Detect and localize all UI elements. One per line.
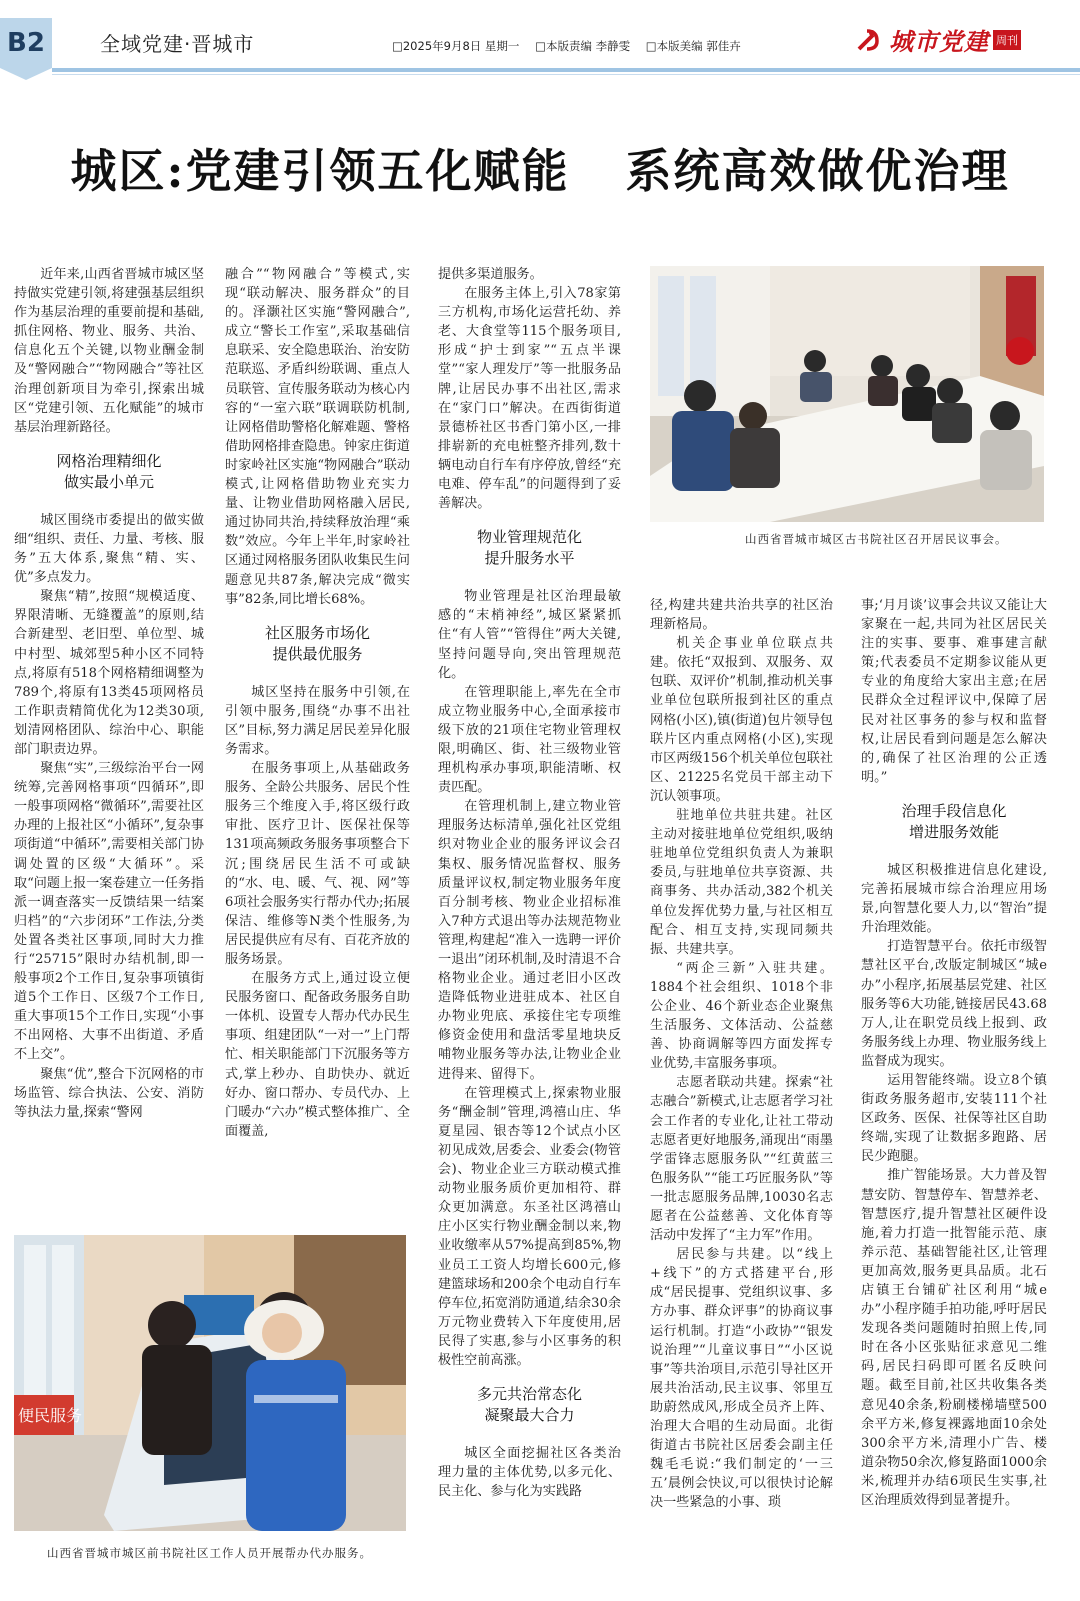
paragraph: 在管理职能上,率先在全市成立物业服务中心,全面承接市级下放的21项住宅物业管理权限,明确区、街、社三级物业管理机构承办事项,职能清晰、权责匹配。 — [438, 684, 621, 796]
paragraph: 在管理机制上,建立物业管理服务达标清单,强化社区党组织对物业企业的服务评议会召集权、服务情况监督权、服务质量评议权,制定物业服务年度百分制考核、物业企业招标准入7种方式退出等办法规范物业管理,构建起“准入一选聘一评价一退出”闭环机制,及时清退不合格物业企业。通过老旧小区改造降低物业进驻成本、社区自办物业兜底、承接住宅专项维修资金使用和盘活零星地块反哺物业服务等办法,让物业企业进得来、留得下。 — [438, 799, 621, 1082]
article-column-3 — [438, 265, 621, 1591]
issue-meta — [392, 38, 753, 54]
header-rule-thin — [52, 74, 1080, 75]
paragraph: 机关企事业单位联点共建。依托“双报到、双服务、双包联、双评价”机制,推动机关事业单位包联所报到社区的重点网格(小区),镇(街道)包片领导包联片区内重点网格(小区),实现市区两级156个机关单位包联社区、21225名党员干部主动下沉认领事项。 — [650, 636, 833, 804]
subheading: 网格治理精细化 做实最小单元 — [56, 451, 162, 491]
paragraph: 聚焦“优”,整合下沉网格的市场监管、综合执法、公安、消防等执法力量,探索“警网 — [14, 1066, 204, 1120]
paragraph: 聚焦“精”,按照“规模适度、界限清晰、无缝覆盖”的原则,结合新建型、老旧型、单位型、城中村型、城郊型5种小区不同特点,将原有518个网格精细调整为789个,将原有13类45项网格员工作职责精简优化为12类30项,划清网格团队、综治中心、职能部门职责边界。 — [14, 589, 204, 757]
paragraph: 志愿者联动共建。探索“社志融合”新模式,让志愿者学习社会工作者的专业化,让社工带动志愿者更好地服务,涌现出“雨墨学雷锋志愿服务队”“红黄蓝三色服务队”“能工巧匠服务队”等一批志愿服务品牌,10030名志愿者在公益慈善、文化体育等活动中发挥了“主力军”作用。 — [650, 1075, 833, 1244]
article-column-5 — [861, 596, 1047, 1591]
paragraph: 在管理模式上,探索物业服务“酬金制”管理,鸿禧山庄、华夏星园、银杏等12个试点小区初见成效,居委会、业委会(物管会)、物业企业三方联动模式推动物业服务质价更加相符、群众更加满意。东圣社区鸿禧山庄小区实行物业酬金制以来,物业收缴率从57%提高到85%,物业员工工资人均增长600元,修建篮球场和200余个电动自行车停车位,拓宽消防通道,结余30余万元物业费转入下年度使用,居民得了实惠,参与小区事务的积极性空前高涨。 — [438, 1085, 621, 1368]
article-column-1 — [14, 265, 204, 1210]
headline — [0, 135, 1080, 201]
subheading: 多元共治常态化 凝聚最大合力 — [476, 1385, 582, 1425]
paragraph: 居民参与共建。以“线上+线下”的方式搭建平台,形成“居民提事、党组织议事、多方办事、群众评事”的协商议事运行机制。打造“小政协”“银发说治理”“儿童议事日”“小区说事”等共治项目,示范引导社区开展共治活动,民主议事、邻里互助蔚然成风,形成全员齐上阵、治理大合唱的生动局面。北街街道古书院社区居委会副主任魏毛毛说:“我们制定的‘一三五’晨例会快议,可以很快讨论解决一些紧急的小事、琐 — [650, 1247, 833, 1511]
paragraph: “两企三新”入驻共建。1884个社会组织、1018个非公企业、46个新业态企业聚焦生活服务、文体活动、公益慈善、协商调解等四方面发挥专业优势,丰富服务事项。 — [650, 960, 833, 1072]
paragraph: 在服务主体上,引入78家第三方机构,市场化运营托幼、养老、大食堂等115个服务项目,形成“护士到家”“五点半课堂”“家人理发厅”等一批服务品牌,让居民办事不出社区,需求在“家门口”解决。在西街街道景德桥社区书香门第小区,一排排崭新的充电桩整齐排列,数十辆电动自行车有序停放,曾经“充电难、停车乱”的问题得到了妥善解决。 — [438, 286, 621, 512]
headline-part1: 城区:党建引领五化赋能 — [70, 144, 570, 198]
article-column-2 — [225, 265, 410, 1210]
issue-designer: □本版美编 郭佳卉 — [645, 39, 741, 53]
brand-name: 城市党建 — [889, 27, 989, 56]
service-kiosk-photo — [14, 1235, 406, 1531]
issue-date: □2025年9月8日 星期一 — [392, 39, 520, 53]
paragraph: 城区坚持在服务中引领,在引领中服务,围绕“办事不出社区”目标,努力满足居民差异化服务需求。 — [225, 684, 410, 757]
subheading: 治理手段信息化 增进服务效能 — [901, 801, 1007, 841]
article-column-4 — [650, 596, 833, 1591]
section-title: 全域党建·晋城市 — [100, 32, 255, 56]
paragraph: 城区围绕市委提出的做实做细“组织、责任、力量、考核、服务”五大体系,聚焦“精、实、优”多点发力。 — [14, 512, 204, 586]
brand-tag: 周刊 — [993, 30, 1021, 50]
paragraph: 事;‘月月谈’议事会共议又能让大家聚在一起,共同为社区居民关注的实事、要事、难事建言献策;代表委员不定期参议能从更专业的角度给大家出主意;在居民群众全过程评议中,保障了居民对社区事务的参与权和监督权,让居民看到问题是怎么解决的,确保了社区治理的公正透明。” — [861, 598, 1047, 785]
subheading: 社区服务市场化 提供最优服务 — [264, 623, 370, 663]
paragraph: 物业管理是社区治理最敏感的“末梢神经”,城区紧紧抓住“有人管”“管得住”两大关键,坚持问题导向,突出管理规范化。 — [438, 589, 621, 681]
paragraph: 城区全面挖掘社区各类治理力量的主体优势,以多元化、民主化、参与化为实践路 — [438, 1446, 621, 1500]
paragraph: 打造智慧平台。依托市级智慧社区平台,改版定制城区“城e办”小程序,拓展基层党建、社区服务等6大功能,链接居民43.68万人,让在职党员线上报到、政务服务线上办理、物业服务线上监督成为现实。 — [861, 939, 1047, 1069]
service-sign-text: 便民服务 — [18, 1406, 83, 1425]
photo-caption: 山西省晋城市城区古书院社区召开居民议事会。 — [745, 532, 1008, 546]
paragraph: 驻地单位共驻共建。社区主动对接驻地单位党组织,吸纳驻地单位党组织负责人为兼职委员,与驻地单位共享资源、共商事务、共办活动,382个机关单位发挥优势力量,与社区相互配合、相互支持,实现同频共振、共建共享。 — [650, 808, 833, 957]
paragraph: 融合”“物网融合”等模式,实现“联动解决、服务群众”的目的。泽灏社区实施“警网融合”,成立“警长工作室”,采取基础信息联采、安全隐患联治、治安防范联巡、矛盾纠纷联调、重点人员联管、宣传服务联动为核心内容的“一室六联”联调联防机制,让网格借助警格化解难题、警格借助网格排查隐患。钟家庄街道时家岭社区实施“物网融合”联动模式,让网格借助物业充实力量、让物业借助网格融入居民,通过协同共治,持续释放治理“乘数”效应。今年上半年,时家岭社区通过网格服务团队收集民生问题意见共87条,解决完成“微实事”82条,同比增长68%。 — [225, 267, 410, 607]
paragraph: 近年来,山西省晋城市城区坚持做实党建引领,将建强基层组织作为基层治理的重要前提和基础,抓住网格、物业、服务、共治、信息化五个关键,以物业酬金制及“警网融合”“物网融合”等社区治理创新项目为牵引,探索出城区“党建引领、五化赋能”的城市基层治理新路径。 — [14, 267, 204, 435]
subheading: 物业管理规范化 提升服务水平 — [476, 528, 582, 568]
masthead-brand — [853, 22, 1021, 57]
page-number-badge — [0, 18, 52, 68]
paragraph: 径,构建共建共治共享的社区治理新格局。 — [650, 598, 833, 633]
headline-part2: 系统高效做优治理 — [625, 144, 1010, 198]
page-number: B2 — [7, 28, 45, 58]
paragraph: 在服务方式上,通过设立便民服务窗口、配备政务服务自助一体机、设置专人帮办代办民生事项、组建团队“一对一”上门帮忙、相关职能部门下沉服务等方式,掌上秒办、自助快办、就近好办、窗口帮办、专员代办、上门暖办“六办”模式整体推广、全面覆盖, — [225, 971, 410, 1139]
paragraph: 提供多渠道服务。 — [438, 267, 543, 282]
paragraph: 聚焦“实”,三级综治平台一网统筹,完善网格事项“四循环”,即一般事项网格“微循环”,需要社区办理的上报社区“小循环”,复杂事项街道“中循环”,需要相关部门协调处置的区级“大循环”。采取“问题上报一案卷建立一任务指派一调查落实一反馈结果一结案归档”的“六步闭环”工作法,分类处置各类社区事项,同时大力推行“25715”限时办结机制,即一般事项2个工作日,复杂事项镇街道5个工作日、区级7个工作日,重大事项15个工作日,实现“小事不出网格、大事不出街道、矛盾不上交”。 — [14, 761, 204, 1063]
paragraph: 城区积极推进信息化建设,完善拓展城市综合治理应用场景,向智慧化要人力,以“智治”提升治理效能。 — [861, 862, 1047, 936]
paragraph: 推广智能场景。大力普及智慧安防、智慧停车、智慧养老、智慧医疗,提升智慧社区硬件设施,着力打造一批智能示范、康养示范、基础智能社区,让管理更加高效,服务更具品质。北石店镇王台铺矿社区利用“城e办”小程序随手拍功能,呼吁居民发现各类问题随时拍照上传,同时在各小区张贴征求意见二维码,居民扫码即可匿名反映问题。截至目前,社区共收集各类意见40余条,粉刷楼梯墙壁500余平方米,修复裸露地面10余处300余平方米,清理小广告、楼道杂物50余次,修复路面1000余米,梳理并办结6项民生实事,社区治理质效得到显著提升。 — [861, 1168, 1047, 1509]
photo-caption: 山西省晋城市城区前书院社区工作人员开展帮办代办服务。 — [47, 1546, 372, 1560]
issue-editor: □本版责编 李静雯 — [535, 39, 631, 53]
party-emblem-icon — [853, 25, 883, 55]
paragraph: 在服务事项上,从基础政务服务、全龄公共服务、居民个性服务三个维度入手,将区级行政审批、医疗卫计、医保社保等131项高频政务服务事项整合下沉;围绕居民生活不可或缺的“水、电、暖、气、视、网”等6项社会服务实行帮办代办;拓展保洁、维修等N类个性服务,为居民提供应有尽有、百花齐放的服务场景。 — [225, 761, 410, 967]
paragraph: 运用智能终端。设立8个镇街政务服务超市,安装111个社区政务、医保、社保等社区自助终端,实现了让数据多跑路、居民少跑腿。 — [861, 1072, 1047, 1165]
header-rule — [52, 68, 1080, 72]
meeting-photo — [650, 266, 1044, 522]
